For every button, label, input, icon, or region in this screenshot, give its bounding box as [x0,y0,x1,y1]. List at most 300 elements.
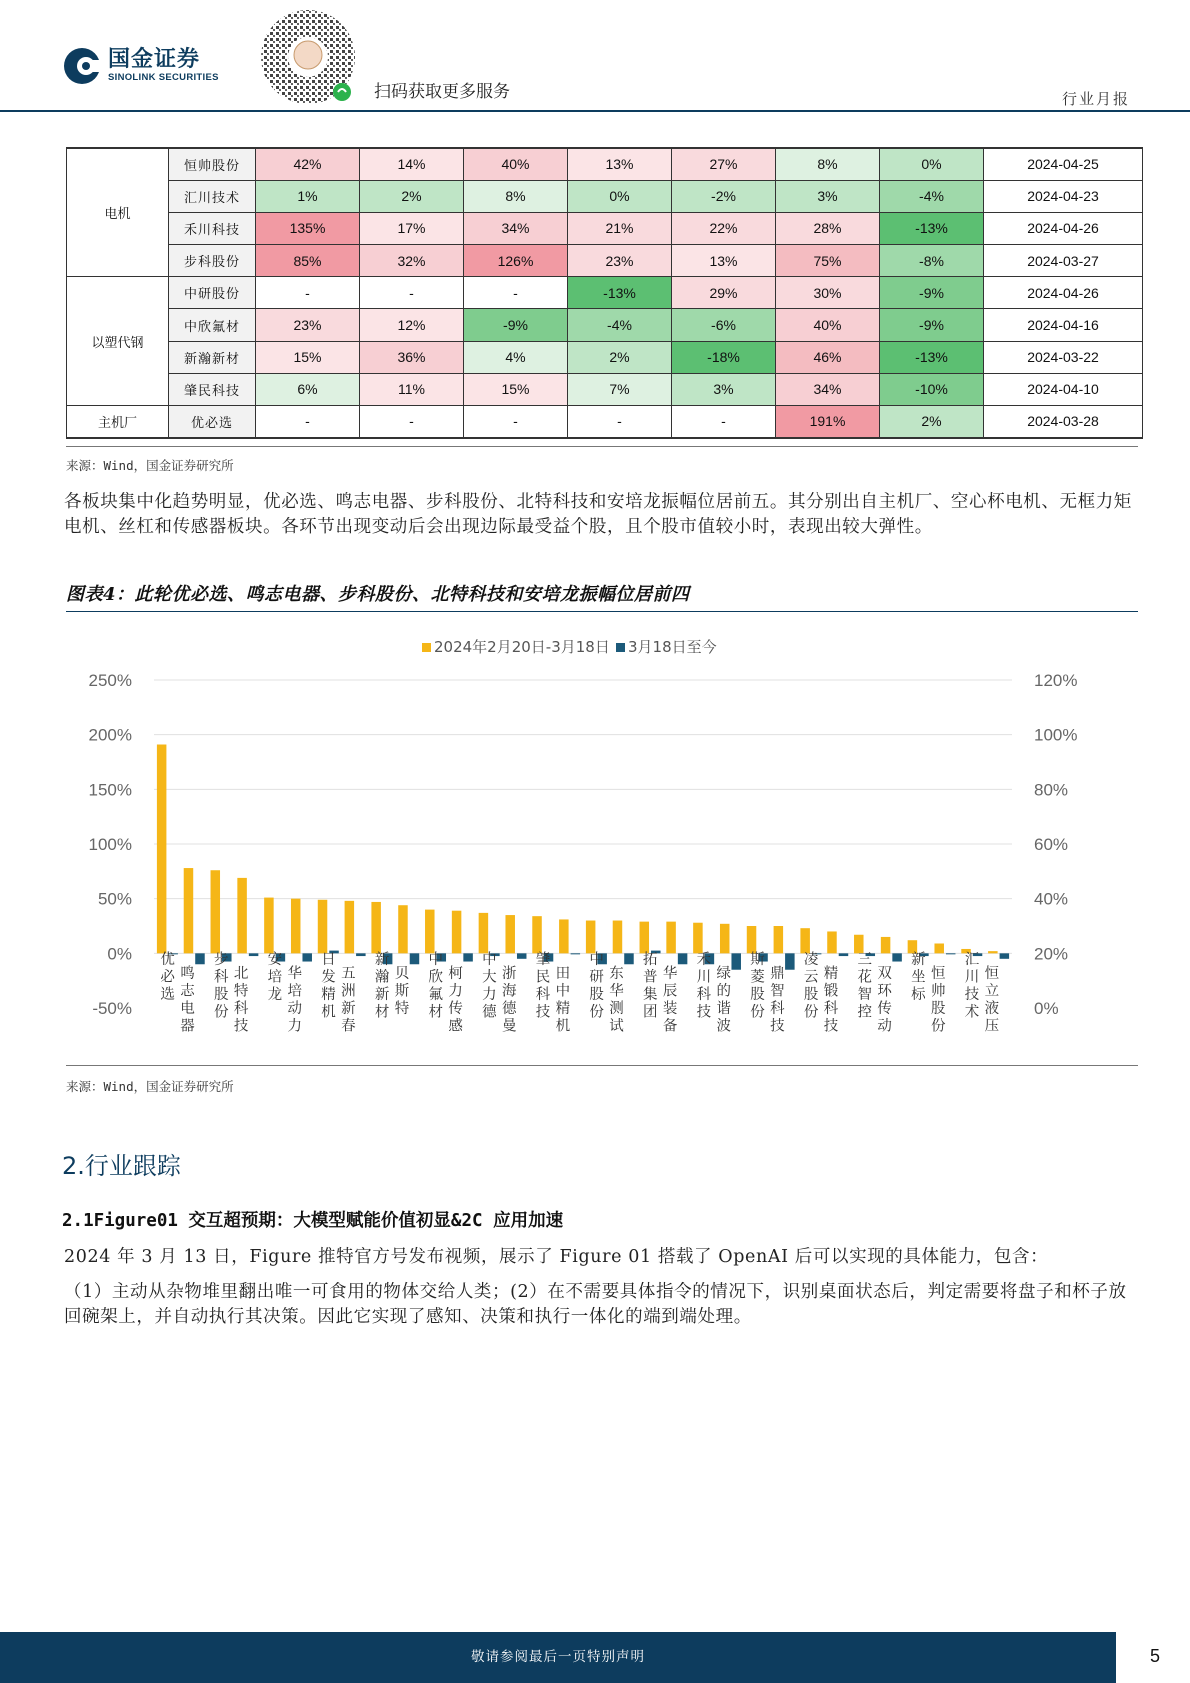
section-paragraph-2: （1）主动从杂物堆里翻出唯一可食用的物体交给人类；(2）在不需要具体指令的情况下，识别桌面状态后，判定需要将盘子和杯子放回碗架上，并自动执行其决策。因此它实现了感知、决策和执行一体化的端到端处理。 [64,1282,1127,1327]
table-bottom-rule [66,446,1138,447]
value-cell: 23% [256,309,360,341]
page-header [0,0,1190,112]
value-cell: - [464,277,568,309]
x-tick-char: 传 [877,1001,892,1017]
x-tick-char: 新 [341,1001,356,1017]
x-tick-char: 优 [160,952,175,968]
y-left-tick: 100% [88,835,132,854]
x-tick-char: 德 [501,1001,517,1017]
x-tick-char: 技 [770,1018,785,1035]
value-cell: 40% [776,309,880,341]
x-tick-char: 份 [214,1004,229,1021]
value-cell: -9% [464,309,568,341]
value-cell: 28% [776,212,880,244]
value-cell: 0% [568,180,672,212]
x-tick-char: 技 [696,1004,712,1021]
x-tick-label [931,965,946,1035]
value-cell: 0% [880,148,984,180]
bar-series1 [774,926,784,953]
bar-series1 [371,902,381,953]
y-right-tick: 0% [1034,999,1059,1018]
figure-source: 来源：Wind，国金证券研究所 [66,1079,234,1094]
x-tick-char: 汇 [964,952,980,968]
bar-series2 [410,953,420,964]
value-cell: - [568,406,672,438]
bar-series1 [345,901,355,953]
x-tick-label [911,951,926,1003]
bar-series2 [302,953,312,961]
bar-series2 [731,953,741,969]
page-footer [0,1632,1190,1683]
x-tick-char: 绿 [716,966,731,982]
chart-grid [154,680,1012,953]
x-tick-char: 鸣 [180,966,195,982]
x-tick-char: 海 [501,983,517,1000]
x-tick-char: 瀚 [374,969,390,986]
value-cell: - [256,277,360,309]
value-cell: - [360,406,464,438]
x-tick-char: 普 [643,969,658,986]
company-cell: 步科股份 [169,245,256,277]
x-tick-char: 志 [180,983,195,1000]
x-tick-char: 传 [448,1001,463,1017]
table-source: 来源：Wind，国金证券研究所 [66,458,234,473]
value-cell: 1% [256,180,360,212]
x-tick-char: 氟 [428,987,444,1003]
x-tick-char: 材 [428,1004,444,1021]
x-tick-char: 科 [770,1001,785,1017]
x-tick-char: 选 [160,987,175,1003]
value-cell: 135% [256,212,360,244]
x-tick-char: 新 [911,952,926,968]
value-cell: 7% [568,373,672,405]
x-tick-label [375,951,390,1021]
company-cell: 中欣氟材 [169,309,256,341]
bar-series1 [479,913,489,953]
x-tick-char: 科 [214,969,229,986]
bar-series1 [720,924,730,954]
bar-series1 [532,916,542,953]
y-right-tick: 20% [1034,944,1069,964]
figure-bottom-rule [66,1065,1138,1066]
x-tick-char: 动 [877,1018,892,1035]
x-tick-char: 五 [341,966,356,982]
value-cell: 34% [776,373,880,405]
table-row [67,245,1143,277]
x-tick-char: 日 [321,952,336,968]
x-tick-char: 感 [448,1018,463,1035]
value-cell: 4% [464,341,568,373]
legend-swatch [422,643,431,652]
value-cell: -13% [880,341,984,373]
x-tick-char: 锻 [823,983,839,1000]
value-cell: 12% [360,309,464,341]
value-cell: 2% [360,180,464,212]
date-cell: 2024-03-22 [984,341,1143,373]
bar-series1 [934,943,944,953]
x-tick-label [965,951,980,1021]
x-tick-label [180,965,195,1035]
x-tick-char: 柯 [448,966,463,982]
x-tick-char: 鼎 [770,966,785,982]
x-tick-char: 份 [750,1004,765,1021]
company-cell: 禾川科技 [169,212,256,244]
x-tick-char: 股 [930,1001,946,1017]
value-cell: 191% [776,406,880,438]
value-cell: -6% [672,309,776,341]
bar-series1 [237,878,247,953]
bar-series1 [398,905,408,953]
value-cell: 34% [464,212,568,244]
x-tick-char: 谐 [716,1001,731,1017]
y-left-tick: -50% [92,999,132,1018]
x-tick-char: 特 [394,1001,410,1017]
x-tick-char: 华 [287,966,302,982]
x-tick-char: 必 [160,969,175,986]
value-cell: 42% [256,148,360,180]
x-tick-char: 民 [535,969,551,986]
x-tick-char: 标 [911,987,926,1003]
x-tick-char: 凌 [803,952,819,968]
bar-series2 [946,953,956,954]
bar-series2 [463,953,473,961]
x-tick-char: 力 [482,987,497,1003]
company-cell: 优必选 [169,406,256,438]
date-cell: 2024-04-26 [984,277,1143,309]
value-cell: -4% [880,180,984,212]
report-type: 行业月报 [1061,90,1130,108]
value-cell: 30% [776,277,880,309]
company-cell: 肇民科技 [169,373,256,405]
x-tick-char: 培 [267,969,283,986]
subsection-title: 2.1Figure01 交互超预期：大模型赋能价值初显&2C 应用加速 [62,1211,564,1231]
x-tick-char: 发 [321,969,336,986]
bar-series2 [571,953,581,954]
x-tick-label [341,965,356,1035]
bar-series2 [517,953,527,958]
figure-title: 图表4：此轮优必选、鸣志电器、步科股份、北特科技和安培龙振幅位居前四 [66,584,690,605]
legend-label: 3月18日至今 [628,638,717,656]
header-divider [0,110,1190,112]
x-tick-char: 恒 [984,966,1000,982]
bar-series1 [881,937,891,953]
x-tick-char: 份 [803,1004,819,1021]
x-tick-char: 恒 [930,966,946,982]
x-tick-label [643,951,658,1021]
x-tick-char: 斯 [750,952,765,968]
y-right-tick: 120% [1034,671,1078,690]
logo-mark-icon [62,46,102,86]
x-tick-char: 花 [857,969,873,986]
value-cell: 13% [672,245,776,277]
value-cell: -18% [672,341,776,373]
x-tick-label [321,951,336,1021]
table-row [67,341,1143,373]
x-tick-char: 集 [643,987,658,1003]
legend-label: 2024年2月20日-3月18日 [434,638,610,656]
value-cell: -10% [880,373,984,405]
bar-series1 [157,745,167,954]
x-tick-char: 斯 [394,983,410,1000]
legend-swatch [616,643,625,652]
x-tick-char: 中 [589,952,604,968]
x-tick-char: 精 [321,987,336,1003]
value-cell: 40% [464,148,568,180]
table-row [67,212,1143,244]
y-right-tick: 40% [1034,889,1069,909]
bar-series1 [318,900,328,954]
x-tick-char: 股 [803,987,819,1003]
x-tick-label [160,951,175,1003]
company-logo [62,46,219,86]
bar-series2 [892,953,902,961]
x-tick-char: 川 [696,969,712,986]
x-tick-label [482,951,497,1021]
x-tick-char: 大 [482,969,497,986]
x-tick-char: 曼 [501,1018,517,1035]
x-tick-char: 培 [287,983,302,1000]
x-tick-label [609,965,624,1035]
x-tick-char: 特 [233,983,249,1000]
qr-code-icon[interactable] [258,8,358,106]
value-cell: 2% [880,406,984,438]
x-tick-char: 东 [609,966,624,982]
x-tick-char: 华 [609,983,624,1000]
section-title: 2.行业跟踪 [62,1152,181,1180]
y-right-tick: 80% [1034,780,1069,800]
bar-series1 [452,911,462,954]
x-tick-char: 龙 [267,987,283,1003]
date-cell: 2024-04-25 [984,148,1143,180]
x-tick-label [556,966,571,1035]
x-tick-char: 肇 [535,952,551,968]
x-tick-char: 液 [984,1001,1000,1017]
table-row [67,180,1143,212]
y-right-tick: 60% [1034,835,1069,854]
x-tick-char: 控 [857,1004,873,1021]
x-tick-char: 研 [589,969,604,986]
value-cell: -13% [568,277,672,309]
value-cell: 14% [360,148,464,180]
x-tick-char: 智 [770,983,785,1000]
x-tick-char: 科 [535,987,551,1003]
x-tick-label [448,965,463,1035]
x-tick-char: 新 [374,987,390,1003]
x-tick-char: 欣 [428,969,444,986]
qr-caption: 扫码获取更多服务 [374,82,510,102]
bar-series1 [854,935,864,954]
value-cell: 3% [672,373,776,405]
value-cell: 21% [568,212,672,244]
table-row [67,277,1143,309]
bar-series1 [988,951,998,953]
x-tick-char: 波 [716,1018,731,1035]
x-tick-char: 股 [750,987,765,1003]
value-cell: -9% [880,277,984,309]
x-tick-char: 拓 [643,952,658,968]
y-right-tick: 100% [1034,725,1078,745]
bar-series1 [827,931,837,953]
value-cell: 8% [464,180,568,212]
date-cell: 2024-03-27 [984,245,1143,277]
x-tick-char: 坐 [911,969,926,986]
x-tick-char: 备 [662,1018,678,1035]
value-cell: 17% [360,212,464,244]
value-cell: -4% [568,309,672,341]
bar-series1 [693,923,703,954]
x-tick-char: 中 [428,952,444,968]
bar-series1 [613,921,623,954]
bar-series1 [640,922,650,954]
value-cell: 85% [256,245,360,277]
x-tick-label [287,965,302,1035]
x-tick-label [877,965,892,1035]
company-cell: 新瀚新材 [169,341,256,373]
value-cell: 2% [568,341,672,373]
value-cell: - [464,406,568,438]
x-tick-char: 贝 [394,966,410,982]
x-tick-char: 科 [696,987,712,1003]
x-tick-char: 器 [180,1018,195,1035]
x-tick-label [429,951,444,1021]
x-tick-char: 环 [877,983,892,1000]
stock-performance-table [66,147,1143,439]
bar-series2 [839,953,849,956]
sector-cell: 电机 [67,148,169,277]
bar-series2 [356,953,366,956]
y-left-tick: 200% [88,725,132,745]
x-tick-label [824,965,839,1035]
bar-series1 [505,915,515,953]
company-cell: 中研股份 [169,277,256,309]
value-cell: 27% [672,148,776,180]
summary-paragraph: 各板块集中化趋势明显，优必选、鸣志电器、步科股份、北特科技和安培龙振幅位居前五。其分别出自主机厂、空心杯电机、无框力矩电机、丝杠和传感器板块。各环节出现变动后会出现边际最受益个股，且个股市值较小时，表现出较大弹性。 [64,492,1132,537]
x-tick-char: 春 [341,1018,356,1035]
x-tick-char: 安 [267,952,283,968]
chart-labels [89,671,1078,1035]
x-tick-char: 科 [233,1001,249,1017]
x-tick-char: 股 [214,987,229,1003]
x-tick-char: 帅 [930,983,946,1000]
x-tick-char: 份 [930,1018,946,1035]
footer-notice: 敬请参阅最后一页特别声明 [471,1649,645,1665]
x-tick-char: 材 [374,1004,390,1021]
bar-series2 [195,953,205,964]
x-tick-char: 步 [214,952,229,968]
x-tick-label [804,951,819,1021]
x-tick-char: 技 [535,1004,551,1021]
x-tick-char: 技 [823,1018,839,1035]
company-cell: 汇川技术 [169,180,256,212]
x-tick-char: 德 [482,1004,497,1021]
x-tick-char: 技 [964,987,980,1003]
value-cell: 6% [256,373,360,405]
x-tick-label [502,965,517,1035]
bar-series1 [800,928,810,953]
figure-title-rule [66,611,1138,612]
x-tick-char: 辰 [662,983,678,1000]
section-paragraph-1: 2024 年 3 月 13 日，Figure 推特官方号发布视频，展示了 Figure 01 搭载了 OpenAI 后可以实现的具体能力，包含： [64,1247,1049,1267]
value-cell: -8% [880,245,984,277]
x-tick-label [536,951,551,1021]
x-tick-label [663,965,678,1035]
y-left-tick: 250% [88,671,132,690]
bar-series1 [666,922,676,954]
value-cell: 22% [672,212,776,244]
logo-en: SINOLINK SECURITIES [108,72,219,83]
amplitude-bar-chart [66,620,1140,1060]
table-row [67,309,1143,341]
bar-series1 [747,926,757,953]
value-cell: 126% [464,245,568,277]
value-cell: -2% [672,180,776,212]
chart-legend [422,638,717,656]
x-tick-char: 菱 [750,969,765,986]
x-tick-label [268,951,283,1003]
value-cell: 29% [672,277,776,309]
x-tick-label [985,965,1000,1035]
bar-series1 [211,870,221,953]
x-tick-label [858,951,873,1021]
x-tick-char: 云 [803,969,819,986]
company-cell: 恒帅股份 [169,148,256,180]
table-row [67,373,1143,405]
bar-series2 [785,953,795,969]
x-tick-label [395,965,410,1017]
x-tick-label [770,965,785,1035]
x-tick-label [589,951,604,1021]
value-cell: 8% [776,148,880,180]
value-cell: 32% [360,245,464,277]
x-tick-char: 压 [984,1018,1000,1035]
x-tick-char: 团 [643,1004,658,1021]
x-tick-char: 立 [984,983,1000,1000]
x-tick-char: 试 [609,1018,624,1035]
table-row [67,148,1143,180]
y-left-tick: 150% [88,780,132,800]
x-tick-char: 精 [555,1001,571,1017]
x-tick-label [716,965,731,1035]
x-tick-label [697,951,712,1021]
date-cell: 2024-04-26 [984,212,1143,244]
value-cell: 13% [568,148,672,180]
x-tick-char: 三 [857,952,873,968]
x-tick-char: 精 [823,966,839,982]
value-cell: -9% [880,309,984,341]
y-left-tick: 0% [107,944,132,964]
bar-series2 [678,953,688,964]
x-tick-char: 田 [555,966,571,982]
bar-series2 [249,953,259,956]
value-cell: 46% [776,341,880,373]
date-cell: 2024-04-16 [984,309,1143,341]
chart-bars [157,745,1009,970]
x-tick-char: 电 [180,1001,195,1017]
table-row [67,406,1143,438]
x-tick-char: 华 [662,966,678,982]
x-tick-char: 机 [321,1004,336,1021]
value-cell: - [256,406,360,438]
x-tick-char: 禾 [696,952,712,968]
bar-series1 [586,921,596,954]
x-tick-char: 川 [964,969,980,986]
x-tick-char: 洲 [341,983,356,1000]
date-cell: 2024-04-10 [984,373,1143,405]
x-tick-char: 装 [662,1001,678,1017]
x-tick-char: 技 [233,1018,249,1035]
value-cell: 75% [776,245,880,277]
x-tick-char: 中 [555,983,571,1000]
